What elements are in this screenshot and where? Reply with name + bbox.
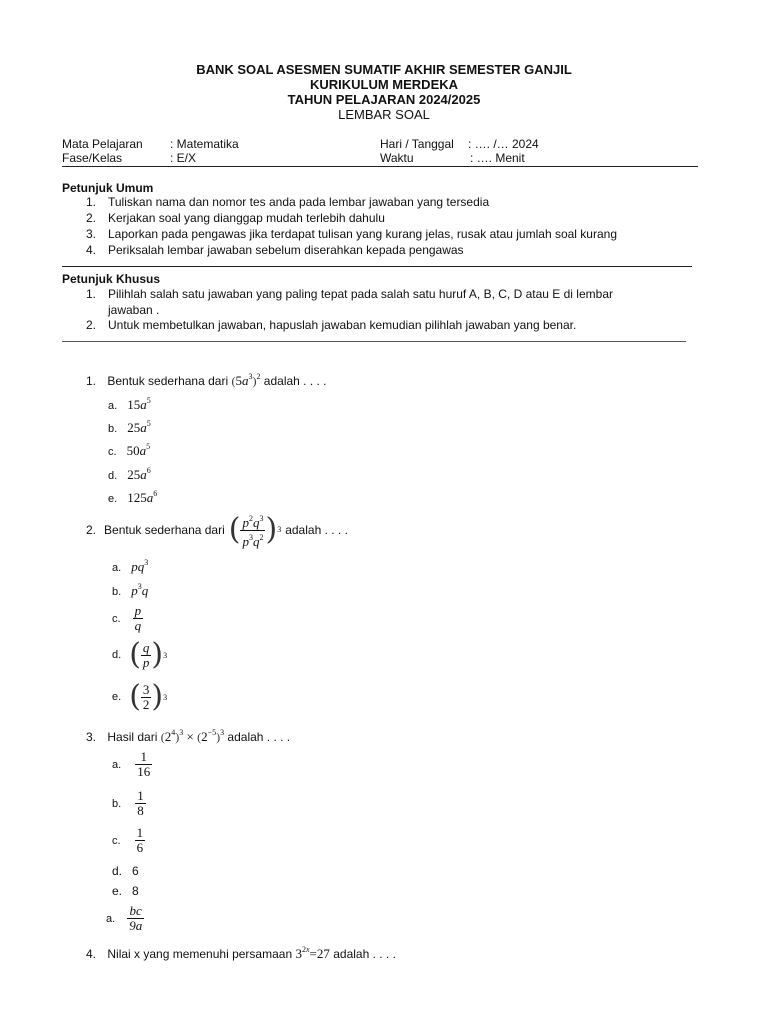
general-divider: [62, 266, 692, 267]
question-number: 4.: [86, 947, 97, 961]
question-text: Nilai x yang memenuhi persamaan: [107, 947, 293, 961]
doc-title-line4: LEMBAR SOAL: [338, 107, 430, 122]
special-item-text: Pilihlah salah satu jawaban yang paling tepat pada salah satu huruf A, B, C, D atau E di lembar: [108, 287, 613, 301]
question-expression: $3^{2x}=27$: [295, 945, 330, 961]
general-instructions-title: Petunjuk Umum: [62, 181, 154, 195]
option-b[interactable]: b. $p^3q$: [112, 582, 149, 598]
option-c[interactable]: c. $50a^5$: [108, 442, 151, 458]
doc-title-line1: BANK SOAL ASESMEN SUMATIF AKHIR SEMESTER GANJIL: [196, 62, 572, 77]
info-divider: [62, 166, 698, 167]
question-1: [86, 370, 327, 388]
question-number: 3.: [86, 730, 97, 744]
option-c[interactable]: c. $\frac{p}{q}$: [112, 603, 142, 633]
option-d[interactable]: d. $25a^6$: [108, 466, 151, 482]
doc-title-line3: TAHUN PELAJARAN 2024/2025: [287, 92, 481, 107]
general-item-text: Kerjakan soal yang dianggap mudah terlebih dahulu: [108, 211, 385, 225]
question-expression: ( $\frac{p^2q^3}{p^3q^2}$ ) 3: [228, 512, 282, 549]
option-c[interactable]: c. $\frac{1}{6}$: [112, 825, 144, 855]
option-a[interactable]: a. $15a^5$: [108, 396, 151, 412]
option-e[interactable]: e. 8: [112, 884, 139, 898]
option-e[interactable]: e. ( $\frac{3}{2}$ ) 3: [112, 679, 168, 714]
date-value: : …. /… 2024: [468, 137, 539, 151]
special-item-text: Untuk membetulkan jawaban, hapuslah jawaban kemudian pilihlah jawaban yang benar.: [108, 318, 577, 332]
general-item: 1.: [86, 195, 97, 209]
option-d[interactable]: d. ( $\frac{q}{p}$ ) 3: [112, 637, 168, 672]
general-item-text: Tuliskan nama dan nomor tes anda pada lembar jawaban yang tersedia: [108, 195, 490, 209]
question-expression: $(2^4)^3 \times (2^{-5})^3$: [160, 728, 225, 744]
question-text: Bentuk sederhana dari: [104, 523, 225, 537]
option-d[interactable]: d. 6: [112, 864, 139, 878]
option-e[interactable]: e. $125a^6$: [108, 489, 158, 505]
class-label: Fase/Kelas: [62, 151, 123, 165]
option-a[interactable]: a. $\frac{1}{16}$: [112, 749, 151, 779]
special-item: 2.: [86, 318, 97, 332]
option-b[interactable]: b. $25a^5$: [108, 419, 151, 435]
doc-title-line2: KURIKULUM MERDEKA: [309, 77, 459, 92]
question-text: adalah . . . .: [333, 947, 396, 961]
option-b[interactable]: b. $\frac{1}{8}$: [112, 788, 144, 818]
question-text: Hasil dari: [107, 730, 158, 744]
special-divider: [62, 341, 686, 342]
option-extra[interactable]: a. $\frac{bc}{9a}$: [106, 903, 143, 933]
general-item: 4.: [86, 243, 97, 257]
question-text: Bentuk sederhana dari: [107, 374, 229, 388]
general-item: 2.: [86, 211, 97, 225]
question-3: [86, 726, 290, 744]
question-number: 2.: [86, 523, 97, 537]
date-label: Hari / Tanggal: [380, 137, 454, 151]
special-item-text-cont: jawaban .: [108, 303, 160, 317]
question-text: adalah . . . .: [285, 523, 348, 537]
time-label: Waktu: [380, 151, 414, 165]
special-instructions-title: Petunjuk Khusus: [62, 272, 161, 286]
general-item-text: Laporkan pada pengawas jika terdapat tulisan yang kurang jelas, rusak atau jumlah soal kurang: [108, 227, 617, 241]
general-item-text: Periksalah lembar jawaban sebelum diserahkan kepada pengawas: [108, 243, 464, 257]
question-text: adalah . . . .: [263, 374, 327, 388]
option-a[interactable]: a. $pq^3$: [112, 558, 149, 574]
question-number: 1.: [86, 374, 97, 388]
subject-label: Mata Pelajaran: [62, 137, 143, 151]
general-item: 3.: [86, 227, 97, 241]
question-2: [86, 512, 348, 548]
special-item: 1.: [86, 287, 97, 301]
subject-value: : Matematika: [170, 137, 239, 151]
question-text: adalah . . . .: [227, 730, 291, 744]
question-4: [86, 943, 396, 961]
question-expression: $(5a^3)^2$: [231, 372, 261, 388]
time-value: : …. Menit: [470, 151, 525, 165]
class-value: : E/X: [170, 151, 197, 165]
